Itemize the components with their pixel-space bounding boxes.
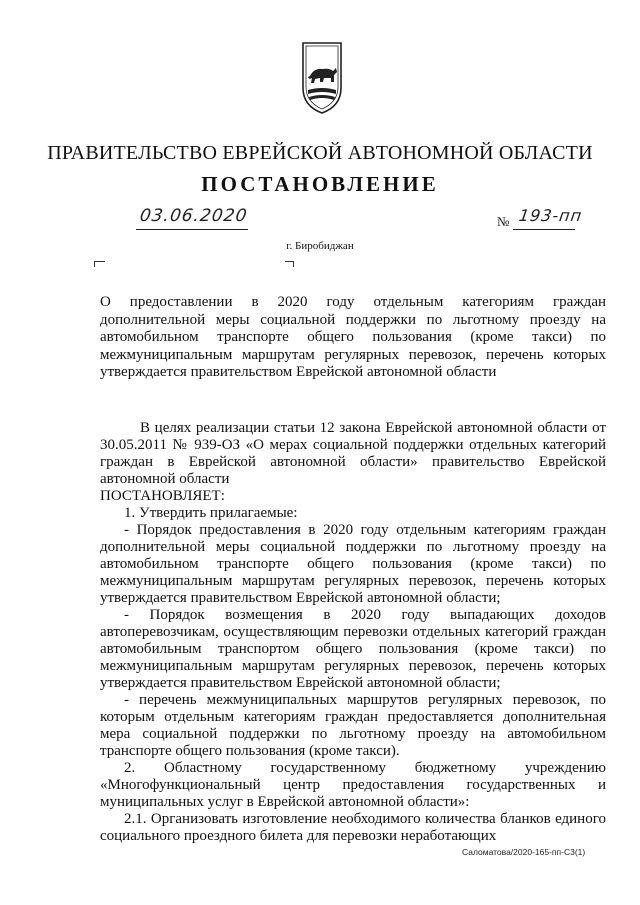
item-1-paragraph: 1. Утвердить прилагаемые: [124,505,298,521]
subject-corner-mark-right [285,261,294,267]
city-name: г. Биробиджан [286,240,354,252]
document-body [100,420,606,845]
item-2-paragraph: 2. Областному государственному бюджетному учреждению «Многофункциональный центр предоставления государственных и муниципальных услуг в Еврейской автономной области»: [100,760,606,810]
document-subject: О предоставлении в 2020 году отдельным категориям граждан дополнительной меры социальной поддержки по льготному проезду на автомобильном транспорте общего пользования (кроме такси) по межмуниципальным маршрутам регулярных перевозок, перечень которых утверждается правительством Еврейской автономной области [100,294,606,380]
resolves-heading: ПОСТАНОВЛЯЕТ: [100,488,225,504]
preamble-paragraph: В целях реализации статьи 12 закона Еврейской автономной области от 30.05.2011 № 939-ОЗ «О мерах социальной поддержки отдельных категорий граждан в Еврейской автономной области» правительство Еврейской автономной области [100,420,606,487]
item-1-c-paragraph: - перечень межмуниципальных маршрутов регулярных перевозок, по которым отдельным категориям граждан предоставляется дополнительная мера социальной поддержки по льготному проезду на автомобильном транспорте общего пользования (кроме такси). [100,692,606,759]
document-footer-code: Саломатова/2020-165-пп-С3(1) [462,847,586,857]
government-title: ПРАВИТЕЛЬСТВО ЕВРЕЙСКОЙ АВТОНОМНОЙ ОБЛАСТИ [47,142,593,164]
number-label: № [497,214,510,229]
subject-corner-mark-left [94,261,105,267]
document-date: 03.06.2020 [138,206,249,226]
item-1-b-paragraph: - Порядок возмещения в 2020 году выпадающих доходов автоперевозчикам, осуществляющим перевозки отдельных категорий граждан автомобильным транспортом общего пользования (кроме такси) по межмуниципальным маршрутам регулярных перевозок, перечень которых утверждается правительством Еврейской автономной области; [100,607,606,691]
coat-of-arms-tiger-icon [300,40,344,116]
document-number: 193-пп [517,206,584,225]
item-1-a-paragraph: - Порядок предоставления в 2020 году отдельным категориям граждан дополнительной меры социальной поддержки по льготному проезду на автомобильном транспорте общего пользования (кроме такси) по межмуниципальным маршрутам регулярных перевозок, перечень которых утверждается правительством Еврейской автономной области; [100,522,606,606]
document-type-heading: ПОСТАНОВЛЕНИЕ [201,172,439,196]
item-2-1-paragraph: 2.1. Организовать изготовление необходимого количества бланков единого социального проездного билета для перевозки неработающих [100,811,606,844]
